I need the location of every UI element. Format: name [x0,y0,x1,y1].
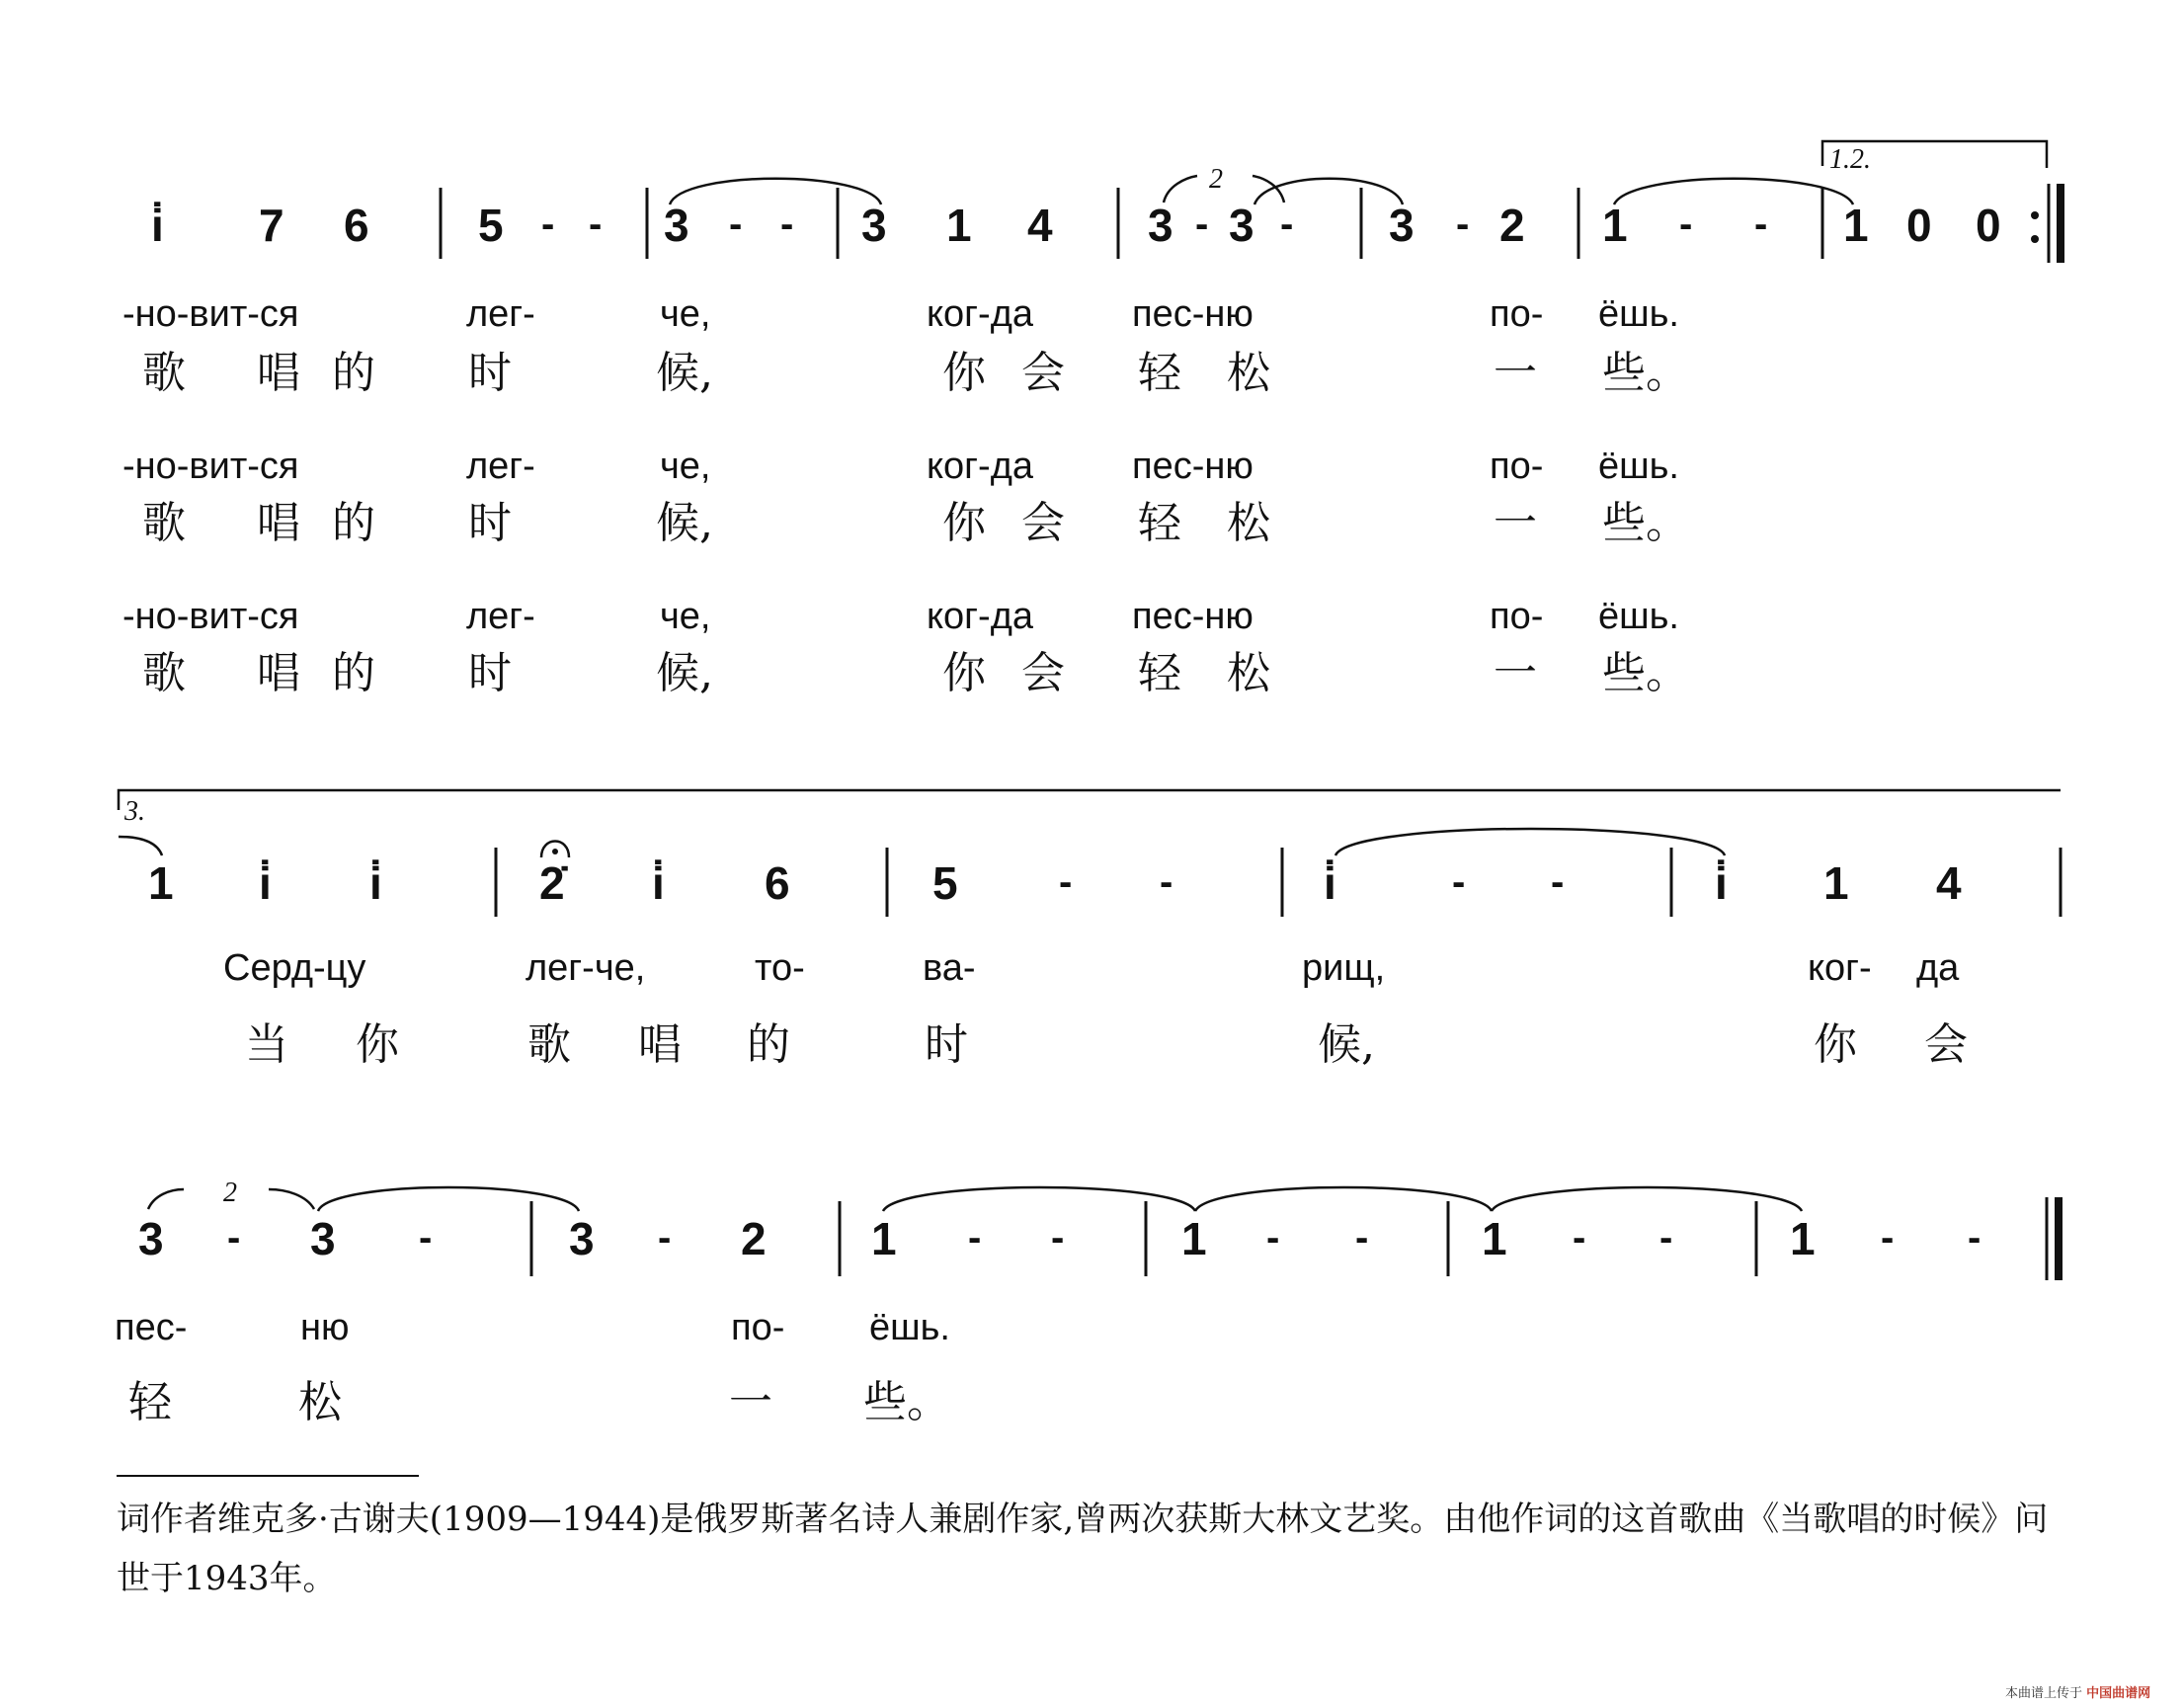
note-dash: - [1456,203,1470,246]
lyric-zh: 会 [1021,648,1065,698]
note: 3 [1148,200,1173,251]
note-dash: - [780,203,794,246]
note-dash: - [1051,1216,1065,1259]
tuplet-slur-right [269,1189,314,1209]
lyric-ru: ког-да [927,596,1034,637]
note: 1 [871,1213,897,1264]
note: i̇ [652,857,665,909]
note-dash: - [227,1216,241,1259]
score-system-1 [122,141,2061,698]
note: 1 [1823,857,1849,909]
lyric-zh: 你 [356,1019,399,1070]
upload-prefix: 本曲谱上传于 [2005,1686,2083,1701]
lyric-zh: 的 [332,348,375,398]
lyric-zh: 轻 [1138,648,1181,698]
lyric-ru: пес-ню [1132,596,1254,637]
lyric-ru: ва- [923,947,976,989]
note-dash: - [1160,860,1173,904]
lyric-ru: ког- [1808,947,1872,989]
lyric-ru: ког-да [927,446,1034,487]
site-logo-text: 中国曲谱网 [2086,1686,2151,1701]
tuplet-number: 2 [1209,164,1223,195]
lyric-zh: 歌 [142,648,186,698]
lyric-zh: 唱 [257,648,300,698]
lyric-zh: 的 [747,1019,790,1070]
note: 6 [765,857,790,909]
note-dash: - [1968,1216,1982,1259]
lyric-ru: лег-че, [526,947,646,989]
lyric-zh: 一 [729,1377,772,1427]
score-system-3 [115,1178,2059,1427]
lyric-zh: 松 [1227,348,1270,398]
lyric-zh: 些。 [863,1377,950,1427]
note: 1 [1602,200,1628,251]
note: 1 [1482,1213,1507,1264]
lyric-ru: лег- [466,596,535,637]
lyric-zh: 你 [942,648,986,698]
note-dash: - [1659,1216,1673,1259]
note: 2 [1499,200,1525,251]
lyric-ru: ёшь. [1598,596,1679,637]
lyric-zh: 你 [942,348,986,398]
lyric-ru: по- [1490,293,1544,335]
lyric-zh: 的 [332,498,375,548]
lyric-zh: 歌 [142,498,186,548]
note-dash: - [589,203,603,246]
note: 2̇ [539,857,565,909]
slur [1335,829,1725,855]
slur [670,179,881,204]
note: 3 [138,1213,164,1264]
note: 5 [932,857,958,909]
note-dash: - [729,203,743,246]
lyric-ru: пес- [115,1307,188,1348]
lyric-zh: 轻 [1138,348,1181,398]
lyric-zh: 唱 [257,348,300,398]
note: 3 [1229,200,1254,251]
note: i̇ [369,857,382,909]
lyric-zh: 候, [656,648,713,698]
footnote: 词作者维克多·古谢夫(1909—1944)是俄罗斯著名诗人兼剧作家,曾两次获斯大林文艺奖。由他作词的这首歌曲《当歌唱的时候》问世于1943年。 [117,1500,2049,1598]
slur [1254,179,1403,204]
lyric-zh: 候, [656,498,713,548]
note-dash: - [1679,203,1693,246]
slur [883,1187,1195,1211]
note-dash: - [1881,1216,1895,1259]
note: 1 [946,200,972,251]
note: 1 [1181,1213,1207,1264]
lyric-zh: 些。 [1602,498,1689,548]
lyric-ru: ког-да [927,293,1034,335]
lyric-zh: 的 [332,648,375,698]
lyric-ru: ёшь. [869,1307,950,1348]
lyric-ru: че, [660,446,711,487]
volta-bracket-3 [119,790,2061,810]
lyric-ru: -но-вит-ся [122,446,299,487]
tuplet-number: 2 [223,1178,237,1208]
repeat-end-barline [2031,184,2061,263]
note: 3 [861,200,887,251]
lyric-ru: Серд-цу [223,947,366,989]
note: 0 [1906,200,1932,251]
lyric-ru: че, [660,596,711,637]
lyric-zh: 会 [1021,498,1065,548]
lyric-zh: 时 [468,348,512,398]
lyric-ru: пес-ню [1132,446,1254,487]
lyric-zh: 候, [656,348,713,398]
note: 4 [1027,200,1053,251]
lyric-zh: 你 [942,498,986,548]
verse-3 [122,596,1689,698]
lyric-zh: 时 [925,1019,968,1070]
verse-2 [122,446,1689,548]
note: 1 [148,857,174,909]
lyric-zh: 会 [1021,348,1065,398]
note-dash: - [419,1216,433,1259]
note-dash: - [1754,203,1768,246]
lyric-zh: 唱 [257,498,300,548]
lyric-ru: да [1916,947,1960,989]
note: 3 [569,1213,595,1264]
tuplet-slur-left [1164,176,1197,203]
lyric-zh: 松 [298,1377,342,1427]
lyric-zh: 唱 [638,1019,682,1070]
note: 4 [1936,857,1962,909]
note-dash: - [1059,860,1073,904]
slur [318,1187,579,1211]
verse-1 [122,293,1689,398]
note: 1 [1843,200,1869,251]
lyric-ru: пес-ню [1132,293,1254,335]
lyric-ru: по- [731,1307,785,1348]
lyric-zh: 些。 [1602,348,1689,398]
lyric-ru: по- [1490,596,1544,637]
lyric-ru: то- [755,947,805,989]
lyric-zh: 歌 [142,348,186,398]
lyric-zh: 当 [245,1019,288,1070]
lyric-ru: лег- [466,293,535,335]
note-dash: - [541,203,555,246]
lyric-zh: 轻 [1138,498,1181,548]
note-dash: - [1266,1216,1280,1259]
lyric-zh: 会 [1924,1019,1968,1070]
upload-watermark [2005,1682,2150,1701]
volta-label-3: 3. [124,796,145,827]
final-barline [2047,1197,2059,1280]
lyric-ru: ёшь. [1598,446,1679,487]
lyric-zh: 一 [1494,348,1537,398]
lyric-zh: 歌 [527,1019,571,1070]
fermata [541,842,569,858]
lyric-zh: 一 [1494,648,1537,698]
note-dash: - [968,1216,982,1259]
note-dash: - [1452,860,1466,904]
note-dash: - [1195,203,1209,246]
lyric-zh: 时 [468,648,512,698]
note: i̇ [1324,857,1336,909]
tuplet-slur-left [148,1189,184,1209]
lyric-zh: 你 [1814,1019,1857,1070]
lyric-zh: 一 [1494,498,1537,548]
note-dash: - [1355,1216,1369,1259]
score-system-2 [119,790,2061,1070]
lyric-ru: по- [1490,446,1544,487]
lyric-ru: -но-вит-ся [122,293,299,335]
note-dash: - [658,1216,672,1259]
note: 3 [310,1213,336,1264]
note-dash: - [1573,1216,1586,1259]
tie-in [119,837,162,855]
lyric-ru: рищ, [1302,947,1386,989]
lyric-ru: лег- [466,446,535,487]
volta-label-1-2: 1.2. [1829,144,1871,175]
note: i̇ [1715,857,1728,909]
lyric-zh: 轻 [128,1377,172,1427]
note-dash: - [1280,203,1294,246]
note: 0 [1976,200,2001,251]
lyric-zh: 松 [1227,498,1270,548]
lyric-zh: 候, [1318,1019,1375,1070]
note: i̇ [151,200,164,251]
lyric-ru: че, [660,293,711,335]
note-dash: - [1551,860,1565,904]
lyric-zh: 时 [468,498,512,548]
note: i̇ [259,857,272,909]
note: 6 [344,200,369,251]
note: 2 [741,1213,767,1264]
note: 3 [1389,200,1415,251]
note: 7 [259,200,284,251]
lyric-zh: 松 [1227,648,1270,698]
note: 3 [664,200,689,251]
lyric-ru: ёшь. [1598,293,1679,335]
lyric-ru: ню [300,1307,350,1348]
note: 1 [1790,1213,1816,1264]
lyric-zh: 些。 [1602,648,1689,698]
note: 5 [478,200,504,251]
lyric-ru: -но-вит-ся [122,596,299,637]
slur [1614,179,1853,204]
